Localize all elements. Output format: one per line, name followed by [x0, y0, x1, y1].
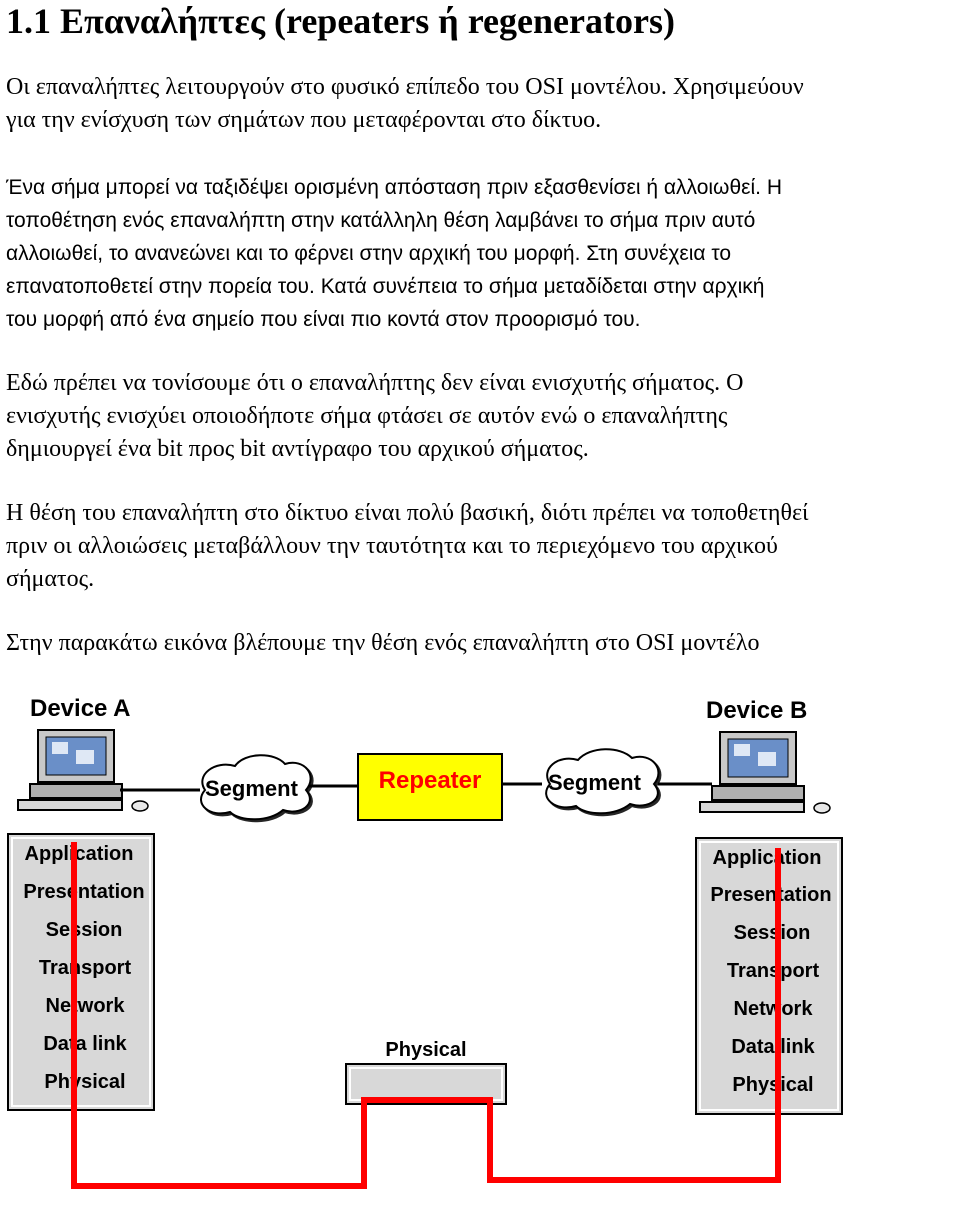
text-line: Στην παρακάτω εικόνα βλέπουμε την θέση ενός επαναλήπτη στο OSI μοντέλο: [6, 630, 760, 656]
repeater-osi-diagram: [0, 680, 960, 1207]
text-line: ενισχυτής ενισχύει οποιοδήποτε σήμα φτάσει σε αυτόν ενώ ο επαναλήπτης: [6, 403, 728, 429]
layer-a-physical: Physical: [44, 1071, 126, 1093]
repeater-box: [358, 754, 502, 820]
text-line: αλλοιωθεί, το ανανεώνει και το φέρνει στην αρχική του μορφή. Στη συνέχεια το: [6, 242, 732, 265]
text-line: επανατοποθετεί στην πορεία του. Κατά συνέπεια το σήμα μεταδίδεται στην αρχική: [6, 275, 765, 298]
paragraph-figure-intro: [6, 627, 956, 660]
repeater-label: Repeater: [378, 767, 482, 794]
paragraph-signal-regeneration: [6, 171, 956, 336]
layer-a-presentation: Presentation: [23, 881, 145, 903]
layer-b-network: Network: [733, 998, 813, 1020]
text-line: σήματος.: [6, 566, 95, 592]
paragraph-repeater-position: [6, 497, 956, 596]
text-line: Εδώ πρέπει να τονίσουμε ότι ο επαναλήπτης δεν είναι ενισχυτής σήματος. Ο: [6, 370, 744, 396]
device-a-label: Device A: [30, 695, 131, 722]
segment-right-label: Segment: [548, 770, 641, 795]
osi-stack-device-a: [8, 834, 154, 1110]
layer-a-network: Network: [45, 995, 125, 1017]
text-line: Οι επαναλήπτες λειτουργούν στο φυσικό επίπεδο του OSI μοντέλου. Χρησιμεύουν: [6, 74, 804, 100]
device-b-label: Device B: [706, 697, 808, 724]
layer-b-presentation: Presentation: [710, 884, 832, 906]
text-line: δημιουργεί ένα bit προς bit αντίγραφο του αρχικού σήματος.: [6, 436, 589, 462]
segment-left-label: Segment: [205, 776, 298, 801]
layer-b-transport: Transport: [726, 960, 820, 982]
text-line: τοποθέτηση ενός επαναλήπτη στην κατάλληλη θέση λαμβάνει το σήμα πριν αυτό: [6, 209, 756, 232]
segment-cloud-left: [201, 755, 311, 819]
layer-b-application: Application: [712, 847, 822, 869]
layer-b-session: Session: [733, 922, 811, 944]
computer-a-icon: [18, 730, 148, 811]
layer-a-transport: Transport: [38, 957, 132, 979]
layer-a-application: Application: [24, 843, 134, 865]
text-line: για την ενίσχυση των σημάτων που μεταφέρονται στο δίκτυο.: [6, 107, 602, 133]
text-line: Η θέση του επαναλήπτη στο δίκτυο είναι πολύ βασική, διότι πρέπει να τοποθετηθεί: [6, 500, 809, 526]
layer-b-physical: Physical: [732, 1074, 814, 1096]
text-line: του μορφή από ένα σημείο που είναι πιο κοντά στον προορισμό του.: [6, 308, 641, 331]
section-heading: 1.1 Επαναλήπτες (repeaters ή regenerators): [6, 1, 675, 41]
layer-a-data-link: Data link: [43, 1033, 127, 1055]
layer-a-session: Session: [45, 919, 123, 941]
segment-cloud-right: [546, 749, 658, 813]
paragraph-osi-intro: [6, 71, 956, 137]
text-line: Ένα σήμα μπορεί να ταξιδέψει ορισμένη απόσταση πριν εξασθενίσει ή αλλοιωθεί. Η: [6, 176, 782, 199]
repeater-physical-layer-box: [346, 1039, 506, 1104]
layer-b-data-link: Data link: [731, 1036, 815, 1058]
physical-box-label: Physical: [385, 1039, 467, 1061]
paragraph-amplifier-difference: [6, 367, 956, 466]
computer-b-icon: [700, 732, 830, 813]
text-line: πριν οι αλλοιώσεις μεταβάλλουν την ταυτότητα και το περιεχόμενο του αρχικού: [6, 533, 778, 559]
signal-path: [74, 842, 778, 1186]
osi-stack-device-b: [696, 838, 842, 1114]
